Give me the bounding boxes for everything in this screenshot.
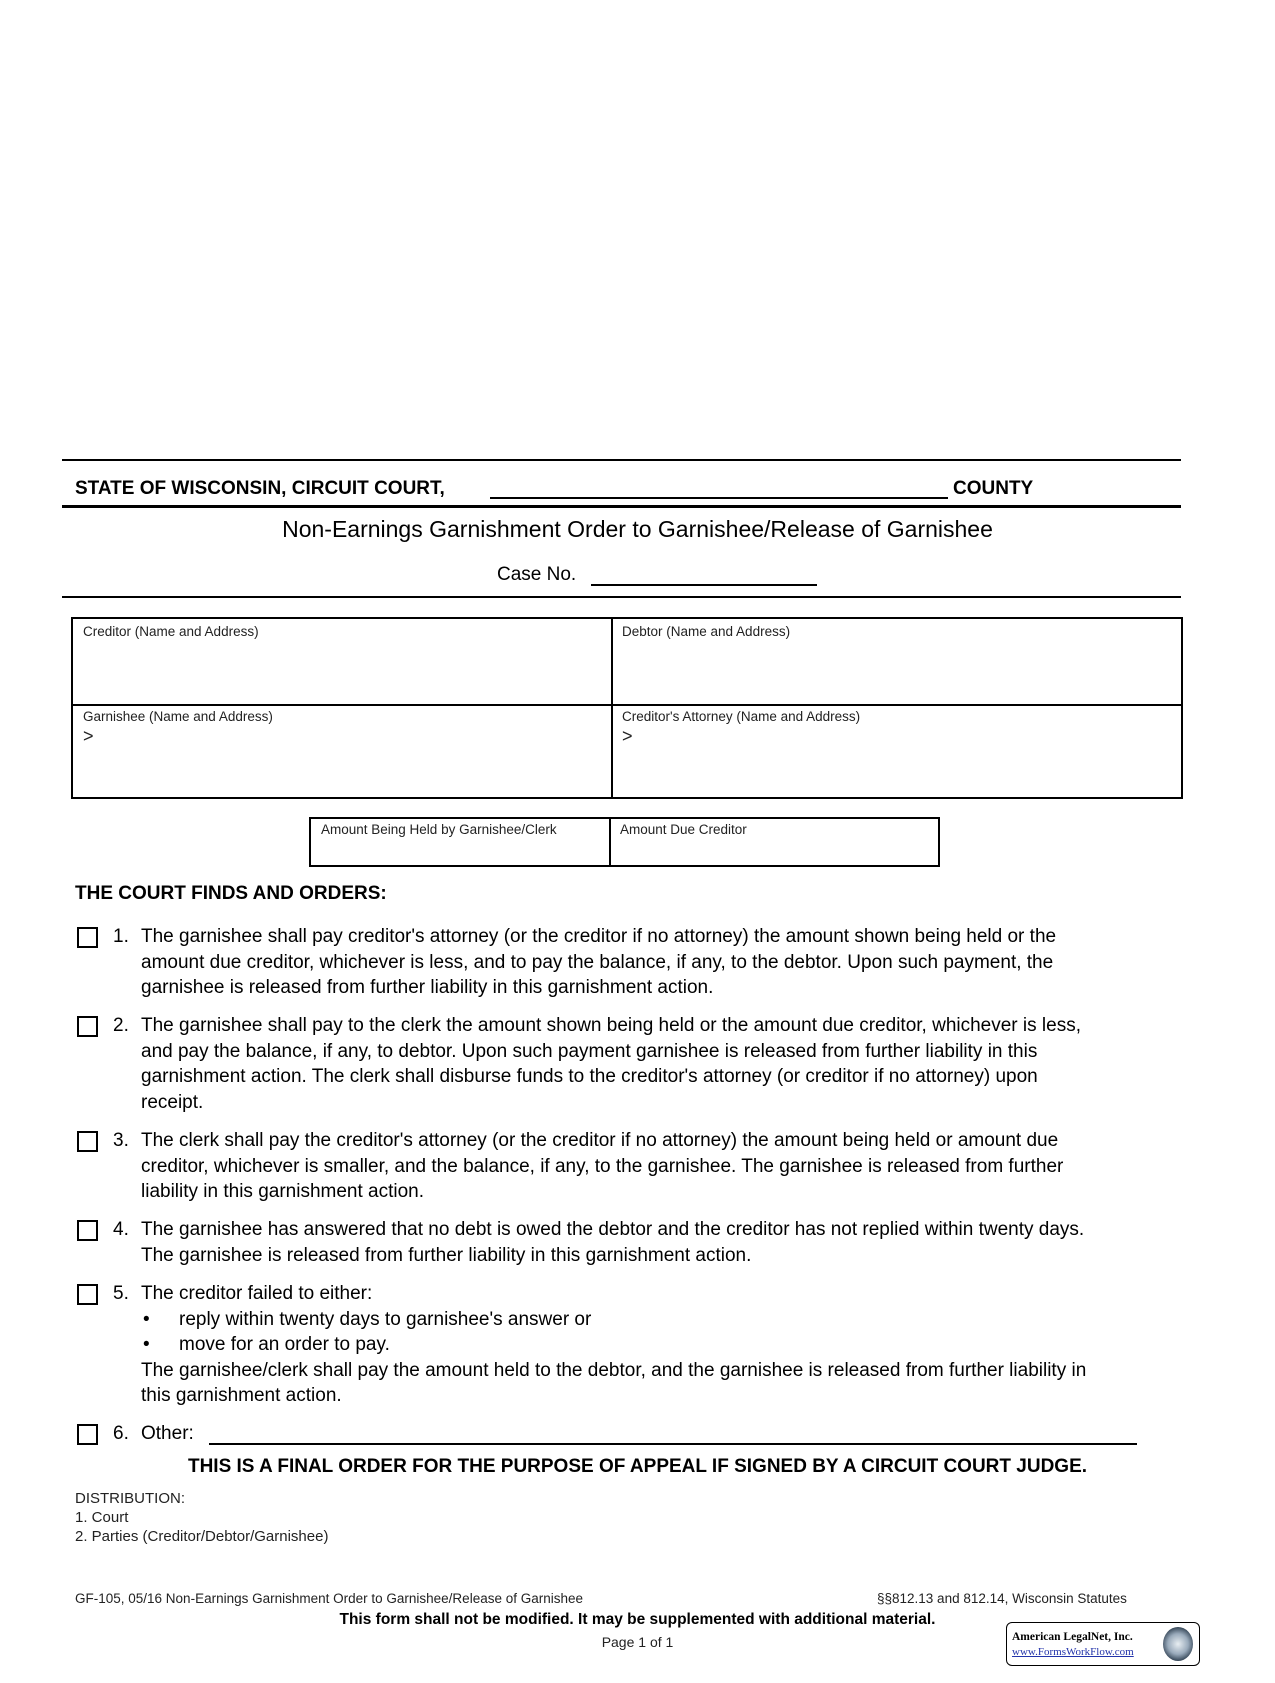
amounts-table [309,817,940,867]
order-text: The garnishee has answered that no debt is owed the debtor and the creditor has not replied within twenty days. The garnishee is released from further liability in this garnishment action. [141,1219,1085,1266]
globe-icon [1163,1627,1193,1661]
court-label: STATE OF WISCONSIN, CIRCUIT COURT, [75,478,445,499]
amount-held-label: Amount Being Held by Garnishee/Clerk [321,822,557,837]
amount-due-label: Amount Due Creditor [620,822,747,837]
row-divider [73,704,1181,706]
order-5-checkbox[interactable] [77,1284,98,1305]
county-label: COUNTY [953,478,1034,499]
amount-held-field[interactable] [321,822,601,862]
header-rule [62,505,1181,508]
other-field[interactable] [209,1443,1137,1445]
garnishee-field[interactable] [83,709,603,793]
debtor-label: Debtor (Name and Address) [622,624,791,639]
amount-due-field[interactable] [620,822,930,862]
attorney-label: Creditor's Attorney (Name and Address) [622,709,861,724]
final-order-notice: THIS IS A FINAL ORDER FOR THE PURPOSE OF APPEAL IF SIGNED BY A CIRCUIT COURT JUDGE. [187,1456,1088,1477]
order-number: 1. [113,926,129,947]
order-6-checkbox[interactable] [77,1424,98,1445]
logo [1006,1622,1200,1666]
county-field[interactable] [490,497,948,499]
title-rule [62,596,1181,598]
logo-name: American LegalNet, Inc. [1012,1631,1133,1643]
column-divider [611,619,613,797]
garnishee-label: Garnishee (Name and Address) [83,709,273,724]
orders-heading: THE COURT FINDS AND ORDERS: [75,883,387,904]
page-title: Non-Earnings Garnishment Order to Garnishee/Release of Garnishee [282,516,993,542]
distribution-item: 2. Parties (Creditor/Debtor/Garnishee) [75,1528,329,1545]
bullet-item: • reply within twenty days to garnishee's answer or [141,1307,1086,1333]
page-number: Page 1 of 1 [601,1634,674,1650]
order-number: 6. [113,1423,129,1444]
garnishee-marker: > [83,726,94,746]
distribution-item: 1. Court [75,1509,129,1526]
other-label: Other: [141,1423,194,1444]
order-text: The garnishee shall pay to the clerk the amount shown being held or the amount due creditor, whichever is less, and pay the balance, if any, to debtor. Upon such payment garnishee is released from further liability in this garnishment action. The clerk shall disburse funds to the creditor's attorney (or creditor if no attorney) upon receipt. [141,1015,1081,1113]
modification-notice: This form shall not be modified. It may be supplemented with additional material. [339,1611,936,1628]
statutes: §§812.13 and 812.14, Wisconsin Statutes [877,1591,1127,1606]
debtor-field[interactable] [622,624,1172,700]
order-number: 2. [113,1015,129,1036]
parties-table [71,617,1183,799]
attorney-field[interactable] [622,709,1172,793]
order-1-checkbox[interactable] [77,927,98,948]
logo-link[interactable]: www.FormsWorkFlow.com [1012,1646,1134,1658]
order-2-checkbox[interactable] [77,1016,98,1037]
distribution [75,1489,328,1546]
order-4-checkbox[interactable] [77,1220,98,1241]
order-number: 5. [113,1283,129,1304]
amount-divider [609,819,611,865]
case-no-label: Case No. [497,564,577,585]
form-id: GF-105, 05/16 Non-Earnings Garnishment Order to Garnishee/Release of Garnishee [75,1591,584,1606]
order-number: 3. [113,1130,129,1151]
order-text: The clerk shall pay the creditor's attorney (or the creditor if no attorney) the amount being held or amount due creditor, whichever is smaller, and the balance, if any, to the garnishee. The garnishee is released from further liability in this garnishment action. [141,1130,1064,1202]
top-rule [62,459,1181,461]
order-text: The creditor failed to either: • reply within twenty days to garnishee's answer or • move for an order to pay. The garnishee/clerk shall pay the amount held to the debtor, and the garnishee is released from further liability in this garnishment action. [141,1281,1086,1409]
creditor-field[interactable] [83,624,603,700]
attorney-marker: > [622,726,633,746]
case-no-field[interactable] [591,584,817,586]
creditor-label: Creditor (Name and Address) [83,624,259,639]
distribution-heading: DISTRIBUTION: [75,1490,186,1507]
order-number: 4. [113,1219,129,1240]
order-3-checkbox[interactable] [77,1131,98,1152]
bullet-item: • move for an order to pay. [141,1332,1086,1358]
order-text: The garnishee shall pay creditor's attorney (or the creditor if no attorney) the amount shown being held or the amount due creditor, whichever is less, and to pay the balance, if any, to the debtor. Upon such payment, the garnishee is released from further liability in this garnishment action. [141,926,1057,998]
